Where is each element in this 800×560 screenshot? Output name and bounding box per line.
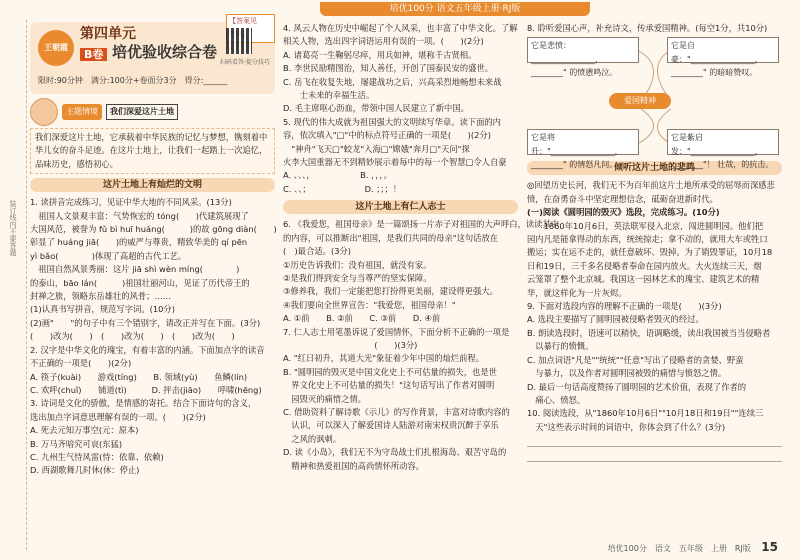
question-line: 士未来的幸福生活。 [283, 90, 375, 101]
question-line: 认识，可以深入了解爱国诗人陆游对南宋权贵沉醉于享乐 [283, 420, 499, 431]
mind-box-bottom-right[interactable]: 它是紫启发："________________，________"！ 壮哉，的抗击。 [667, 129, 779, 155]
question-line: 4. 风云人物在历史中崛起了个人风采，也丰富了中华文化。了解 [283, 23, 518, 33]
question-line: 彰显了 huáng jiā( )的威严与尊贵，精致华美的 qí pēn [30, 237, 248, 248]
option-line: C. 加点词语"凡是""统统""任意"写出了侵略者的贪婪、野蛮 [527, 354, 744, 365]
column-right [527, 22, 782, 464]
option-line: B. 朗读选段时，语速可以稍快，语调略缓，读出我国被当当侵略者 [527, 327, 771, 338]
footer-text: 培优100分 语文 五年级 上册 RJ版 [607, 544, 751, 553]
question-line: yì bǎo( )体现了高超的古代工艺。 [30, 250, 187, 261]
question-line: (1)认真书写拼音，规范写字词。(10分) [30, 304, 175, 315]
theme-tag: 主题情境 [62, 104, 102, 119]
question-line: A. 诸葛亮一生鞠躬尽瘁，用兵如神，堪称千古贤相。 [283, 49, 477, 60]
question-line: 7. 仁人志士用笔墨诉说了爱国情怀，下面分析不正确的一项是 [283, 326, 510, 337]
question-line: C. 、、； D. ；；；！ [283, 183, 402, 194]
question-line: 相关人物，选出四字词语运用有误的一项。( )(2分) [283, 36, 484, 47]
top-banner: 培优100分 语文五年级上册·RJ版 [320, 2, 590, 16]
exam-meta: 限时:90分钟 满分:100分+卷面分3分 得分:______ [38, 76, 228, 85]
page-footer [608, 540, 778, 554]
question-line: D. 读《小岛》，我们无不为守岛战士们扎根海岛、艰苦守岛的 [283, 447, 507, 458]
answer-reference: 【答案见 [226, 14, 275, 43]
question-line: A. 筷子(kuài) 游戏(tíng) B. 领域(yù) 鱼鳞(lín) [30, 371, 248, 382]
question-line: 园毁灭的痛惜之情。 [283, 393, 366, 404]
mind-box-top-left[interactable]: 它是悲愤：________________，________" 的愤懑鸣泣。 [527, 37, 639, 63]
question-line: C. 岳飞在收复失地，屡建战功之后，兴高采烈地畅想未来战 [283, 76, 502, 87]
reading-title: (一)阅读《圆明园的毁灭》选段，完成练习。(10分) [527, 207, 720, 218]
theme-row [30, 98, 275, 126]
question-line: C. 九州生气恃风雷(恃：依靠、依赖) [30, 451, 164, 462]
question-line: 精神和热爱祖国的高尚情怀所动容。 [283, 460, 425, 471]
question-line: 天"这些表示时间的词语中，你体会到了什么？(3分) [527, 421, 726, 432]
question-line: (2)画" "的句子中有三个错别字，请改正并写在下面。(3分) [30, 317, 261, 328]
answer-line-1[interactable] [527, 434, 782, 447]
question-line: 选出加点字词意思理解有误的一项。( )(2分) [30, 411, 206, 422]
question-line: 之风的讽刺。 [283, 433, 342, 444]
binding-text: 装订线内不要答题 [9, 200, 17, 256]
question-line: A. "红日初升，其道大光"象征着少年中国的灿烂前程。 [283, 353, 484, 364]
option-line: 以暴行的愤慨。 [527, 341, 594, 352]
mind-center: 爱国精神 [609, 93, 671, 109]
question-8: 8. 聆听爱国心声，补充诗文，传承爱国精神。(每空1分，共10分) [527, 23, 768, 33]
question-line: 不正确的一项是( )(2分) [30, 358, 132, 369]
reading-passage [527, 220, 782, 300]
page-number: 15 [761, 540, 778, 554]
question-list-left [30, 196, 275, 478]
question-line: ( )最合适。(3分) [283, 246, 352, 257]
question-line: A. 、、、， B. ，，，。 [283, 170, 392, 181]
question-line: "神舟"飞天□"蛟龙"入海□"嫦娥"奔月□"天问"探 [283, 143, 470, 154]
passage-line: 园内凡是能拿得动的东西，统统掠走；拿不动的，就用大车或牲口 [527, 234, 768, 245]
question-line: C. 欢呼(chuǐ) 铺道(tì) D. 抨击(jiāo) 呼啸(hēng) [30, 384, 262, 395]
binding-margin [0, 20, 27, 550]
question-line: ③修养我，我们一定能把您打扮得更美丽，建设得更强大。 [283, 286, 498, 297]
passage-line: 日和19日，三千多名侵略者奉命在园内放火。大火连续三天，烟 [527, 260, 762, 271]
section-title-2: 这片土地上有仁人志士 [283, 200, 518, 214]
passage-line: 华，就这样化为一片灰烬。 [527, 287, 627, 298]
question-line: B. 万马齐喑究可哀(东猛) [30, 438, 123, 449]
theme-title: 我们深爱这片土地 [106, 104, 178, 119]
question-line: ( )(3分) [283, 339, 418, 350]
question-line: A. 死去元知万事空(元：原本) [30, 425, 139, 436]
question-line: 2. 汉字是中华文化的瑰宝，有着丰富的内涵。下面加点字的读音 [30, 344, 265, 355]
question-line: B. 李世民励精图治，知人善任，开创了国泰民安的盛世。 [283, 63, 494, 74]
qr-code-icon[interactable] [226, 28, 252, 54]
section-intro: ◎回望历史长河，我们无不为百年前这片土地所承受的屈辱而深感悲愤，在奋勇奋斗中坚定理想信念，砥砺奋进新时代。 [527, 180, 775, 204]
section-title-3: 倾听这片土地的悲鸣 [527, 161, 782, 175]
mind-box-top-right[interactable]: 它是自豪："________________，________" 的暗暗赞叹。 [667, 37, 779, 63]
question-line: C. 借助资料了解诗歌《示儿》的写作背景，丰富对诗歌内容的 [283, 406, 510, 417]
question-9: 9. 下面对选段内容的理解不正确的一项是( )(3分) [527, 301, 722, 312]
exam-header [30, 17, 275, 94]
option-line: 痛心、愤怒。 [527, 394, 586, 405]
question-line: 6. 《我爱您，祖国母亲》是一篇颂扬一片赤子对祖国的大声呼白，读读其中 [283, 219, 560, 230]
question-line: B. "圆明园的毁灭是中国文化史上不可估量的损失，也是世 [283, 366, 497, 377]
question-line: 封禅之旅，领略东岳雄壮的风骨；…… [30, 291, 172, 302]
option-line: D. 最后一句话高度赞扬了圆明园的艺术价值，表现了作者的 [527, 381, 747, 392]
question-line: 界文化史上不可估量的损失！"这句话写出了作者对圆明 [283, 380, 495, 391]
question-10 [527, 407, 782, 434]
question-line: A. ①前 B. ②前 C. ③前 D. ④前 [283, 313, 441, 324]
question-line: D. 毛主席呕心沥血，带领中国人民建立了新中国。 [283, 103, 469, 114]
paper-level: B卷 [80, 48, 107, 61]
passage-line: 搬运；实在运不走的，就任意破坏、毁掉。为了销毁罪证，10月18 [527, 247, 773, 258]
unit-title: 第四单元 [80, 26, 136, 42]
question-line: 祖国人文景观丰富：气势恢宏的 tóng( )代建筑展现了 [30, 210, 249, 221]
question-line: 10. 阅读选段，从"1860年10月6日""10月18日和19日""连续三 [527, 408, 764, 419]
column-left [30, 17, 277, 478]
question-line: 3. 诗词是文化的骄傲，是情感的寄托。结合下面诗句的含义， [30, 398, 257, 409]
question-line: 5. 现代的伟大成就为祖国强大的文明续写华章。读下面的内 [283, 116, 501, 127]
qr-caption: 扫码看答·提分技巧 [220, 59, 270, 66]
question-line: D. 西湖歌舞几时休(休：停止) [30, 465, 140, 476]
intro-text: 我们深爱这片土地，它承载着中华民族的记忆与梦想，镌刻着中华儿女的奋斗足迹。在这片土地上，让我们一起踏上一次追忆，品味历史，感悟初心。 [30, 128, 275, 174]
question-line: 的泰山，bāo lán( )祖国壮丽河山，见证了历代帝王的 [30, 277, 250, 288]
question-line: 祖国自然风景秀丽：这片 jiā shì wèn míng( ) [30, 264, 240, 275]
question-line: ④我们要向全世界宣告："我爱您，祖国母亲！" [283, 299, 456, 310]
question-line: ( )改为( ) ( )改为( ) ( )改为( ) [30, 331, 235, 342]
question-list-middle-a [283, 22, 518, 196]
passage-line: 1860年10月6日，英法联军侵入北京，闯进圆明园。他们把 [527, 220, 764, 231]
brand-logo: 王朝霞 [38, 30, 74, 66]
answer-line-2[interactable] [527, 449, 782, 462]
question-line: 大国风范，被誉为 fǔ bì huī huáng( )的故 gōng diàn( ) [30, 224, 277, 235]
avatar [30, 98, 58, 126]
option-line: A. 选段主要描写了圆明园被侵略者毁灭的经过。 [527, 314, 704, 325]
section-title-1: 这片土地上有灿烂的文明 [30, 178, 275, 192]
option-line: 与暴力，以及作者对圆明园被毁的痛惜与愤怒之情。 [527, 368, 727, 379]
question-line: 1. 读拼音完成练习，见证中华大地的不同风采。(13分) [30, 197, 232, 208]
question-9-options [527, 313, 782, 407]
paper-title: 培优验收综合卷 [112, 43, 218, 61]
question-line: 火李大国重器无不到精妙展示着每中的每一个智慧□令人自豪 [283, 157, 507, 168]
question-line: ②是我们得到安全与当尊严的坚实保障。 [283, 272, 432, 283]
question-line: ①历史告诉我们：没有祖国，就没有家。 [283, 259, 432, 270]
question-line: 容，依次填入"□"中的标点符号正确的一项是( )(2分) [283, 130, 491, 141]
mind-box-bottom-left[interactable]: 它是将升："________________，________" 的情怒凡问。 [527, 129, 639, 155]
question-line: 的内容，可以推断出"祖国，是我们共同的母亲"这句话放在 [283, 232, 499, 243]
passage-line: 云笼罩了整个北京城。我国这一园林艺术的瑰宝、建筑艺术的精 [527, 274, 760, 285]
